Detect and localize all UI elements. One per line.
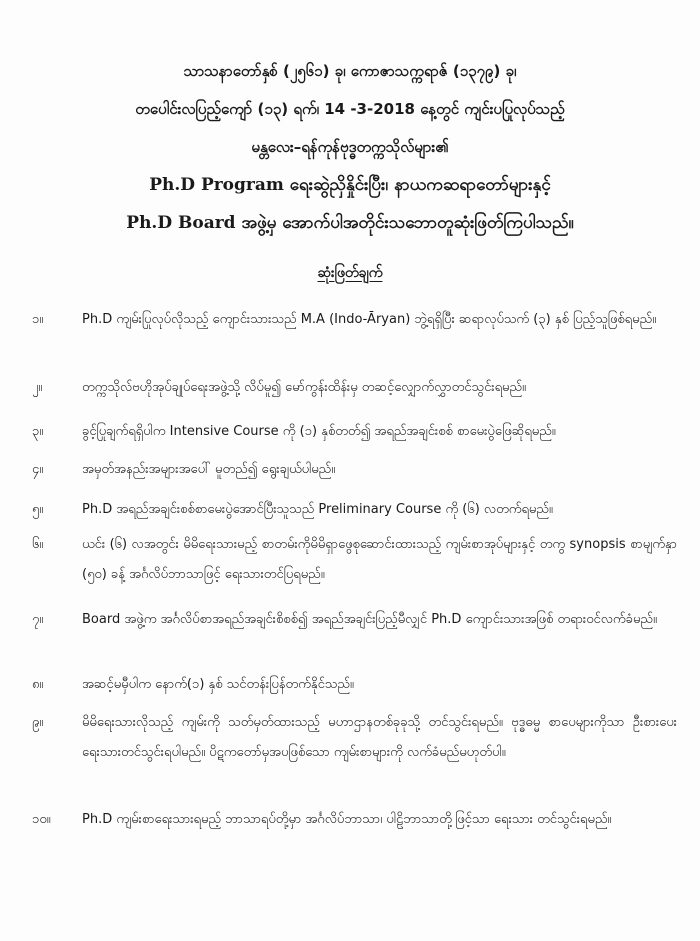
resolution-number: ၇။ <box>32 612 44 627</box>
resolution-number: ၅။ <box>32 502 44 517</box>
resolution-number: ၁၀။ <box>32 812 51 827</box>
decision-heading <box>0 262 700 284</box>
header-line-5: Ph.D Board အဖွဲ့မှ အောက်ပါအတိုင်းသဘောတူဆုံးဖြတ်ကြပါသည်။ <box>126 213 574 233</box>
resolution-number: ၃။ <box>32 424 44 439</box>
document-header <box>30 52 670 242</box>
resolution-number: ၆။ <box>32 537 44 552</box>
resolution-text: အမှတ်အနည်းအများအပေါ် မူတည်၍ ရွေးချယ်ပါမည်။ <box>82 462 336 477</box>
resolution-text: ယင်း (၆) လအတွင်း မိမိရေးသားမည့် စာတမ်းကိုမိမိရှာဖွေစုဆောင်းထားသည့် ကျမ်းစာအုပ်များနှင့် တကွ synopsis စာမျက်နှာ (၅၀) ခန့် အင်္ဂလိပ်ဘာသာဖြင့် ရေးသားတင်ပြရမည်။ <box>82 537 677 582</box>
resolution-text: Ph.D ကျမ်းစာရေးသားရမည့် ဘာသာရပ်တို့မှာ အင်္ဂလိပ်ဘာသာ၊ ပါဠိဘာသာတို့ဖြင့်သာ ရေးသား တင်သွင်းရမည်။ <box>82 812 612 827</box>
resolution-text: Ph.D ကျမ်းပြုလုပ်လိုသည့် ကျောင်းသားသည် M.A (Indo-Āryan) ဘွဲ့ရရှိပြီး ဆရာလုပ်သက် (၃) နှစ် ပြည့်သူဖြစ်ရမည်။ <box>82 312 657 327</box>
resolution-text: Board အဖွဲ့က အင်္ဂလိပ်စာအရည်အချင်းစိစစ်၍ အရည်အချင်းပြည့်မီလျှင် Ph.D ကျောင်းသားအဖြစ် တရားဝင်လက်ခံမည်။ <box>82 612 657 627</box>
resolution-text: တက္ကသိုလ်ဗဟိုအုပ်ချုပ်ရေးအဖွဲ့သို့ လိပ်မူ၍ မော်ကွန်းထိန်းမှ တဆင့်လျှောက်လွှာတင်သွင်းရမည်။ <box>82 380 526 395</box>
resolution-text: မိမိရေးသားလိုသည့် ကျမ်းကို သတ်မှတ်ထားသည့် မဟာဌာနတစ်ခုခုသို့ တင်သွင်းရမည်။ ဗုဒ္ဓဓမ္မ စာပေများကိုသာ ဦးစားပေးရေးသားတင်သွင်းရပါမည်။ ပိဋကတော်မှအပဖြစ်သော ကျမ်းစာများကို လက်ခံမည်မဟုတ်ပါ။ <box>82 715 677 760</box>
header-line-1: သာသနာတော်နှစ် (၂၅၆၁) ခု၊ ကောဇာသက္ကရာဇ် (၁၃၇၉) ခု၊ <box>183 62 517 80</box>
resolution-number: ၂။ <box>32 380 43 395</box>
resolution-number: ၄။ <box>32 462 44 477</box>
decision-heading-text: ဆုံးဖြတ်ချက် <box>317 265 383 281</box>
resolution-number: ၈။ <box>32 677 44 692</box>
header-line-3: မန္တလေး–ရန်ကုန်ဗုဒ္ဓတက္ကသိုလ်များ၏ <box>251 138 449 156</box>
resolution-text: ခွင့်ပြုချက်ရရှိပါက Intensive Course ကို (၁) နှစ်တတ်၍ အရည်အချင်းစစ် စာမေးပွဲဖြေဆိုရမည်။ <box>82 424 556 439</box>
resolution-text: Ph.D အရည်အချင်းစစ်စာမေးပွဲအောင်ပြီးသူသည် Preliminary Course ကို (၆) လတက်ရမည်။ <box>82 502 553 517</box>
resolution-number: ၁။ <box>32 312 44 327</box>
header-line-4: Ph.D Program ရေးဆွဲညှိနှိုင်းပြီး၊ နာယကဆရာတော်များနှင့် <box>149 175 551 195</box>
resolution-text: အဆင့်မမှီပါက နောက်(၁) နှစ် သင်တန်းပြန်တက်နိုင်သည်။ <box>82 677 354 692</box>
header-line-2: တပေါင်းလပြည့်ကျော် (၁၃) ရက်၊ 14 -3-2018 နေ့တွင် ကျင်းပပြုလုပ်သည့် <box>135 100 565 118</box>
resolution-number: ၉။ <box>32 715 44 730</box>
